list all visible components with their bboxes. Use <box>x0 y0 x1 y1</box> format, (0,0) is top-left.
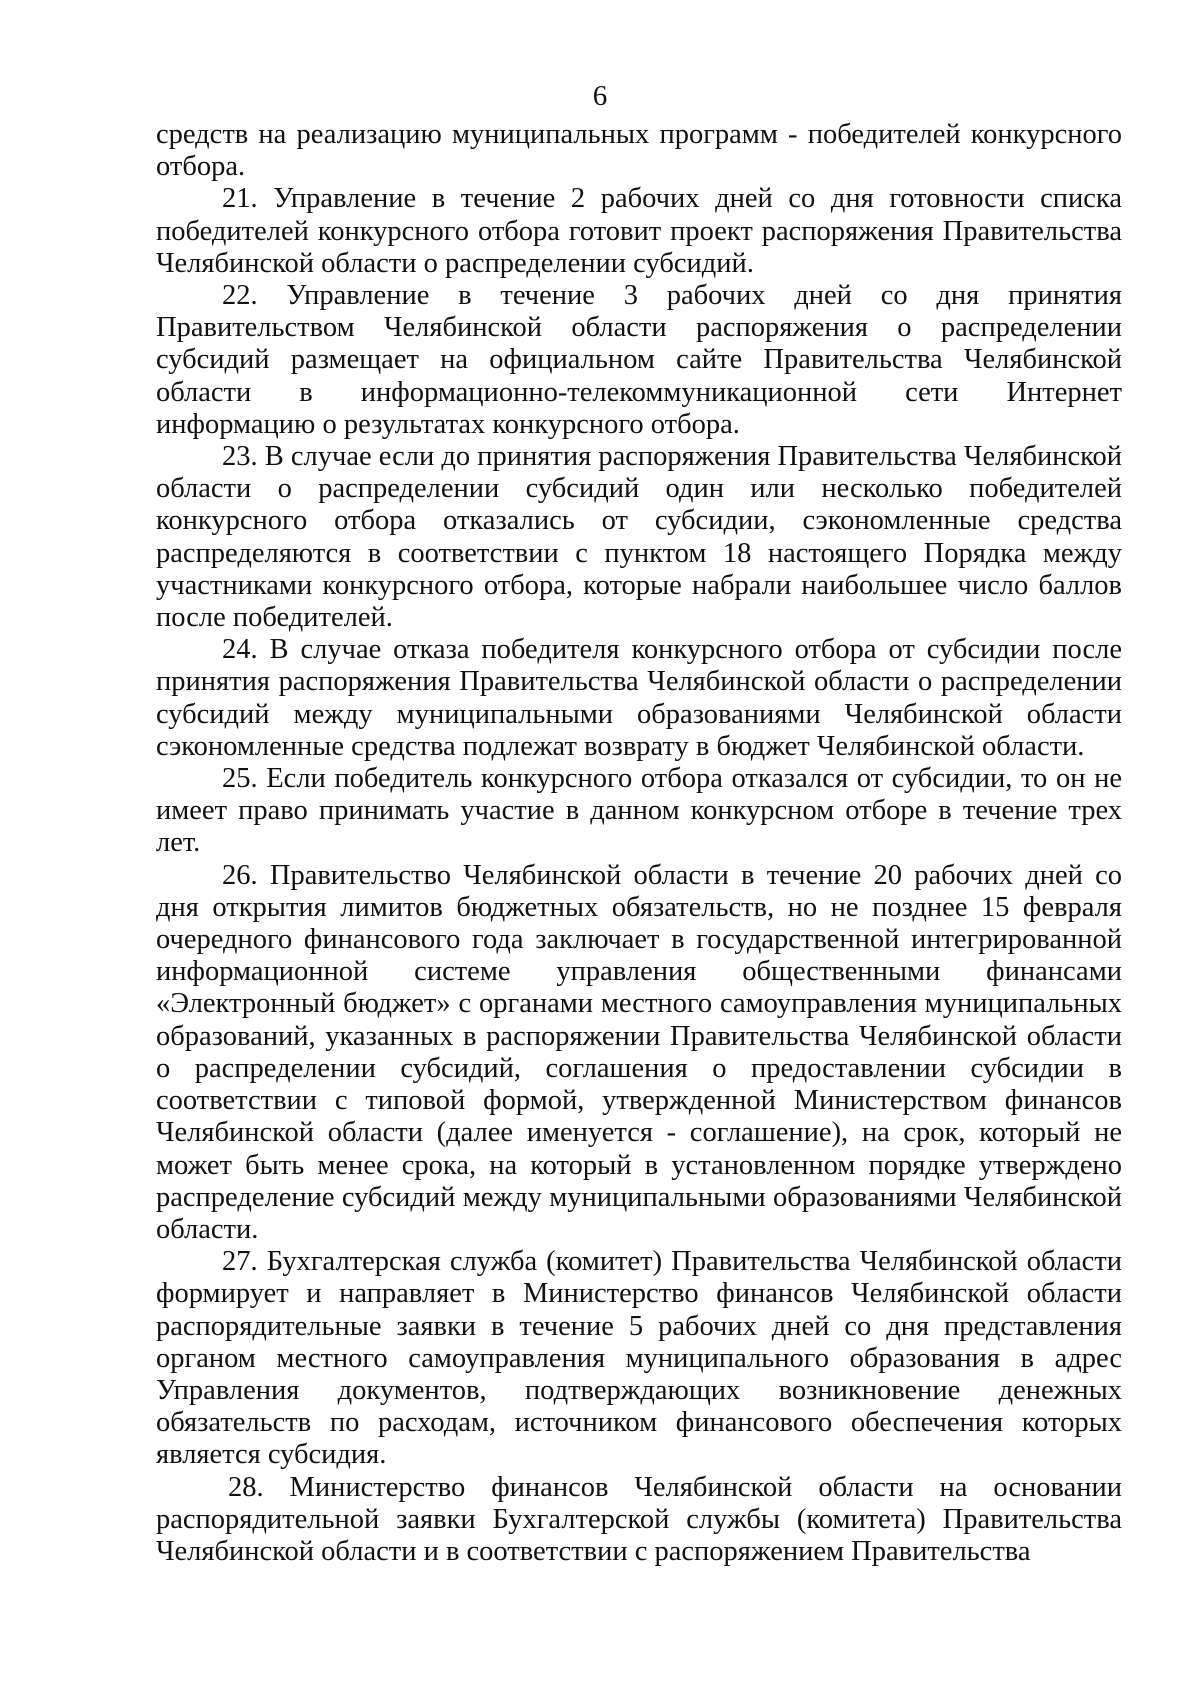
paragraph-27: 27. Бухгалтерская служба (комитет) Правительства Челябинской области формирует и направляет в Министерство финансов Челябинской области распорядительные заявки в течение 5 рабочих дней со дня представления органом местного самоуправления муниципального образования в адрес Управления документов, подтверждающих возникновение денежных обязательств по расходам, источником финансового обеспечения которых является субсидия. <box>156 1246 1122 1471</box>
paragraph-24: 24. В случае отказа победителя конкурсного отбора от субсидии после принятия распоряжения Правительства Челябинской области о распределении субсидий между муниципальными образованиями Челябинской области сэкономленные средства подлежат возврату в бюджет Челябинской области. <box>156 634 1122 762</box>
paragraph-28: 28. Министерство финансов Челябинской области на основании распорядительной заявки Бухгалтерской службы (комитета) Правительства Челябинской области и в соответствии с распоряжением Правительства <box>156 1471 1122 1567</box>
page-number: 6 <box>592 80 608 112</box>
paragraph-continuation: средств на реализацию муниципальных программ - победителей конкурсного отбора. <box>156 119 1122 183</box>
paragraph-21: 21. Управление в течение 2 рабочих дней со дня готовности списка победителей конкурсного отбора готовит проект распоряжения Правительства Челябинской области о распределении субсидий. <box>156 183 1122 279</box>
document-body <box>156 119 1122 1568</box>
paragraph-25: 25. Если победитель конкурсного отбора отказался от субсидии, то он не имеет право принимать участие в данном конкурсном отборе в течение трех лет. <box>156 763 1122 859</box>
paragraph-23: 23. В случае если до принятия распоряжения Правительства Челябинской области о распределении субсидий один или несколько победителей конкурсного отбора отказались от субсидии, сэкономленные средства распределяются в соответствии с пунктом 18 настоящего Порядка между участниками конкурсного отбора, которые набрали наибольшее число баллов после победителей. <box>156 441 1122 634</box>
paragraph-22: 22. Управление в течение 3 рабочих дней со дня принятия Правительством Челябинской области распоряжения о распределении субсидий размещает на официальном сайте Правительства Челябинской области в информационно-телекоммуникационной сети Интернет информацию о результатах конкурсного отбора. <box>156 280 1122 440</box>
paragraph-26: 26. Правительство Челябинской области в течение 20 рабочих дней со дня открытия лимитов бюджетных обязательств, но не позднее 15 февраля очередного финансового года заключает в государственной интегрированной информационной системе управления общественными финансами «Электронный бюджет» с органами местного самоуправления муниципальных образований, указанных в распоряжении Правительства Челябинской области о распределении субсидий, соглашения о предоставлении субсидии в соответствии с типовой формой, утвержденной Министерством финансов Челябинской области (далее именуется - соглашение), на срок, который не может быть менее срока, на который в установленном порядке утверждено распределение субсидий между муниципальными образованиями Челябинской области. <box>156 859 1122 1245</box>
